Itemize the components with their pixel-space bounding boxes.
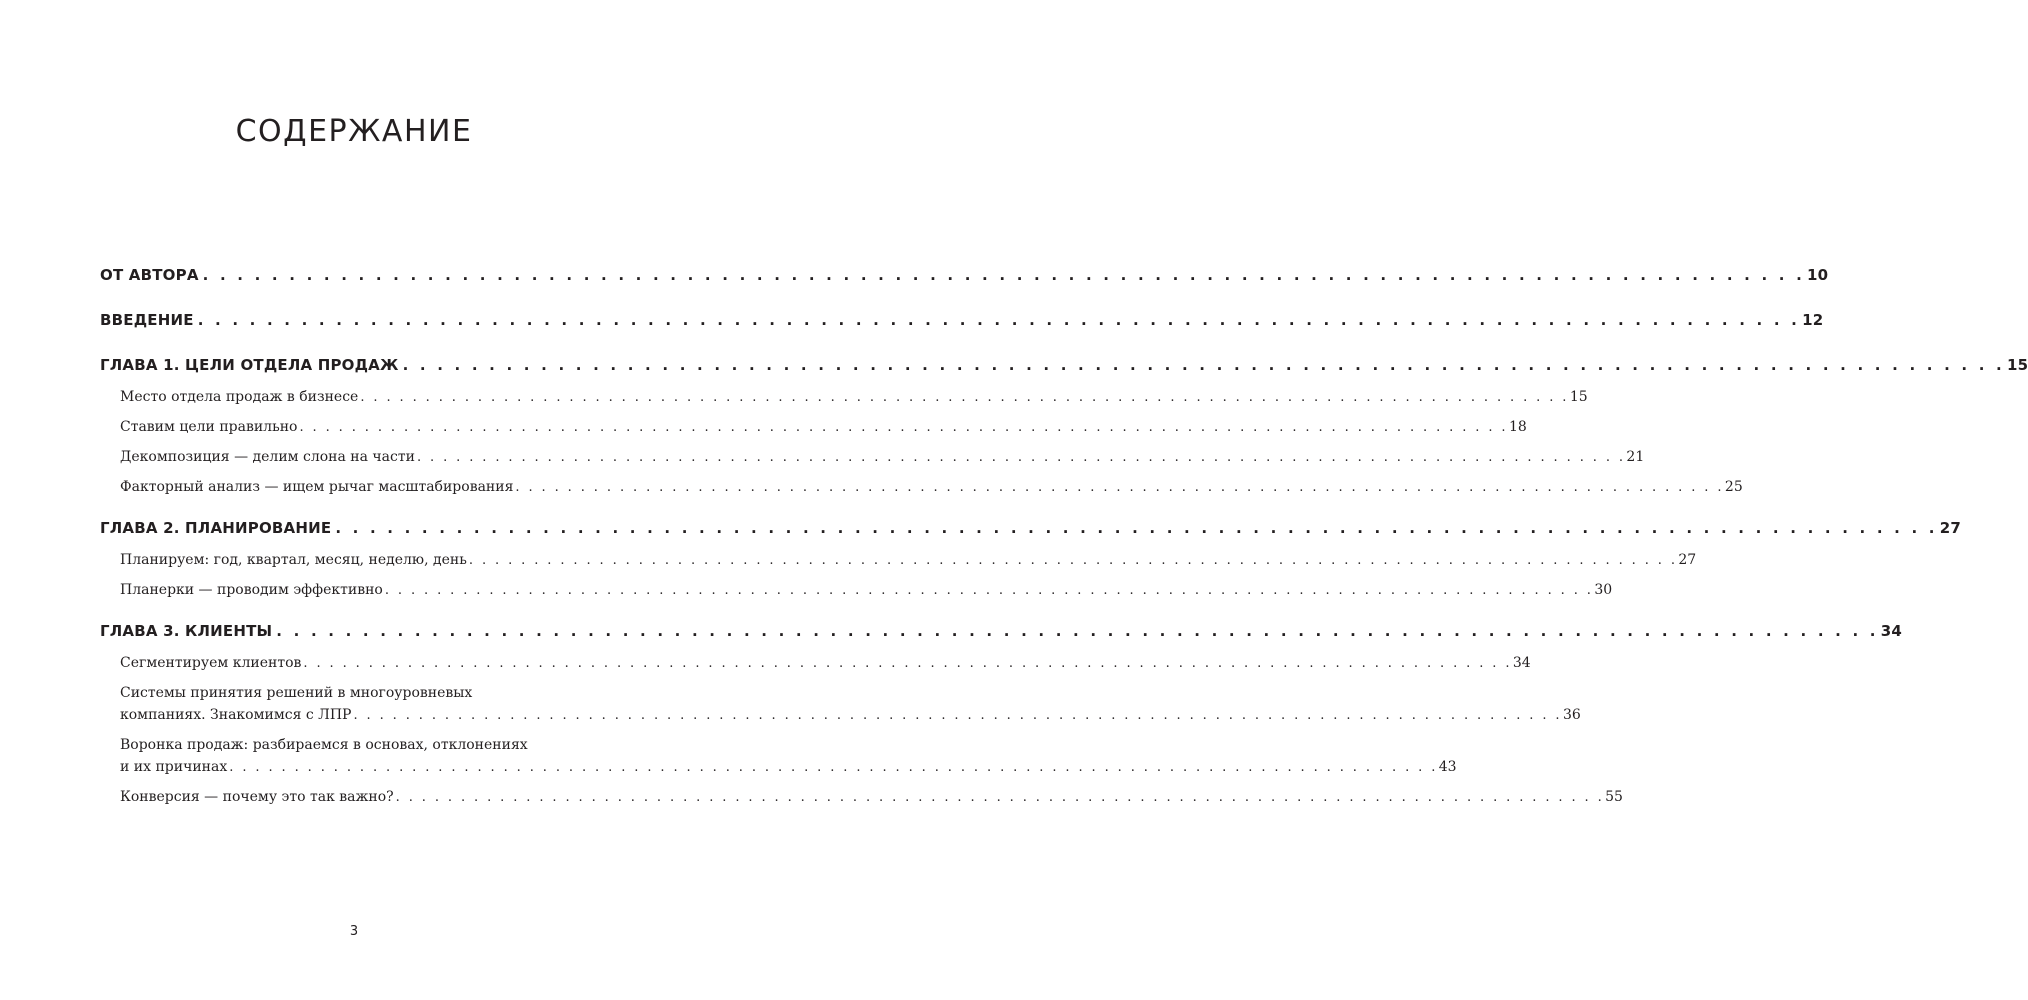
chapter-page: 34 [1880, 622, 1902, 640]
section-row [120, 786, 1623, 808]
toc-section [120, 476, 1743, 498]
dot-leader: . . . . . . . . . . . . . . . . . . . . . . . . . . . . . . . . . . . . . . . . . . . . . . . . . . . . . . . . . . . . . . . . . . . . . . . . . . . . . . . . . . . . . . . . . . . . . [202, 266, 1806, 284]
toc-chapter [100, 266, 1829, 290]
section-row [120, 579, 1613, 601]
toc-section [120, 579, 1613, 601]
section-row [120, 416, 1527, 438]
dot-leader: . . . . . . . . . . . . . . . . . . . . . . . . . . . . . . . . . . . . . . . . . . . . . . . . . . . . . . . . . . . . . . . . . . . . . . . . . . . . . . . . . . . . . . . . . . . . . [395, 790, 1605, 805]
toc-section-list [100, 549, 1697, 601]
dot-leader: . . . . . . . . . . . . . . . . . . . . . . . . . . . . . . . . . . . . . . . . . . . . . . . . . . . . . . . . . . . . . . . . . . . . . . . . . . . . . . . . . . . . . . . . . . . . . [402, 356, 2005, 374]
section-page: 43 [1438, 759, 1457, 775]
section-title: Планируем: год, квартал, месяц, неделю, день [120, 552, 467, 568]
toc-section [120, 549, 1697, 571]
dot-leader: . . . . . . . . . . . . . . . . . . . . . . . . . . . . . . . . . . . . . . . . . . . . . . . . . . . . . . . . . . . . . . . . . . . . . . . . . . . . . . . . . . . . . . . . . . . . . [303, 656, 1512, 671]
toc-section [120, 786, 1623, 808]
chapter-title: ВВЕДЕНИЕ [100, 311, 194, 329]
toc-section [120, 386, 1588, 408]
dot-leader: . . . . . . . . . . . . . . . . . . . . . . . . . . . . . . . . . . . . . . . . . . . . . . . . . . . . . . . . . . . . . . . . . . . . . . . . . . . . . . . . . . . . . . . . . . . . . [384, 583, 1594, 598]
chapter-title: ГЛАВА 2. ПЛАНИРОВАНИЕ [100, 519, 332, 537]
dot-leader: . . . . . . . . . . . . . . . . . . . . . . . . . . . . . . . . . . . . . . . . . . . . . . . . . . . . . . . . . . . . . . . . . . . . . . . . . . . . . . . . . . . . . . . . . . . . . [353, 708, 1562, 723]
chapter-title: ГЛАВА 1. ЦЕЛИ ОТДЕЛА ПРОДАЖ [100, 356, 399, 374]
dot-leader: . . . . . . . . . . . . . . . . . . . . . . . . . . . . . . . . . . . . . . . . . . . . . . . . . . . . . . . . . . . . . . . . . . . . . . . . . . . . . . . . . . . . . . . . . . . . . [335, 519, 1938, 537]
toc-section [120, 446, 1645, 468]
section-title: Место отдела продаж в бизнесе [120, 389, 359, 405]
section-title-line: Системы принятия решений в многоуровневых [120, 685, 473, 701]
section-page: 36 [1562, 707, 1581, 723]
section-title: Сегментируем клиентов [120, 655, 302, 671]
toc-chapter-row [100, 311, 1824, 335]
toc-chapter-row [100, 622, 1902, 646]
section-row [120, 704, 1581, 726]
toc-chapter [100, 356, 2028, 498]
chapter-page: 27 [1939, 519, 1961, 537]
section-title: и их причинах [120, 759, 228, 775]
toc-section [120, 682, 1581, 726]
section-title-line: Воронка продаж: разбираемся в основах, отклонениях [120, 737, 528, 753]
dot-leader: . . . . . . . . . . . . . . . . . . . . . . . . . . . . . . . . . . . . . . . . . . . . . . . . . . . . . . . . . . . . . . . . . . . . . . . . . . . . . . . . . . . . . . . . . . . . . [515, 480, 1724, 495]
chapter-page: 10 [1807, 266, 1829, 284]
toc-chapter [100, 622, 1902, 808]
section-page: 15 [1569, 389, 1588, 405]
page-title: СОДЕРЖАНИЕ [235, 114, 473, 149]
section-row [120, 476, 1743, 498]
section-page: 25 [1724, 479, 1743, 495]
toc-section [120, 416, 1527, 438]
section-page: 27 [1678, 552, 1697, 568]
section-title: Декомпозиция — делим слона на части [120, 449, 415, 465]
toc-chapter-row [100, 519, 1961, 543]
section-page: 55 [1605, 789, 1623, 805]
toc-section-list [100, 652, 1623, 808]
section-title: Планерки — проводим эффективно [120, 582, 383, 598]
section-title: Факторный анализ — ищем рычаг масштабирования [120, 479, 514, 495]
section-title: Конверсия — почему это так важно? [120, 789, 394, 805]
chapter-page: 15 [2006, 356, 2028, 374]
toc-chapter-row [100, 356, 2028, 380]
chapter-title: ОТ АВТОРА [100, 266, 199, 284]
section-title: Ставим цели правильно [120, 419, 298, 435]
section-row [120, 386, 1588, 408]
toc-chapter-row [100, 266, 1829, 290]
dot-leader: . . . . . . . . . . . . . . . . . . . . . . . . . . . . . . . . . . . . . . . . . . . . . . . . . . . . . . . . . . . . . . . . . . . . . . . . . . . . . . . . . . . . . . . . . . . . . [229, 760, 1438, 775]
section-row [120, 652, 1531, 674]
section-page: 21 [1626, 449, 1645, 465]
table-of-contents [100, 266, 2028, 829]
dot-leader: . . . . . . . . . . . . . . . . . . . . . . . . . . . . . . . . . . . . . . . . . . . . . . . . . . . . . . . . . . . . . . . . . . . . . . . . . . . . . . . . . . . . . . . . . . . . . [416, 450, 1626, 465]
section-row [120, 756, 1457, 778]
section-row [120, 549, 1697, 571]
toc-section [120, 734, 1457, 778]
section-row [120, 446, 1645, 468]
dot-leader: . . . . . . . . . . . . . . . . . . . . . . . . . . . . . . . . . . . . . . . . . . . . . . . . . . . . . . . . . . . . . . . . . . . . . . . . . . . . . . . . . . . . . . . . . . . . . [197, 311, 1801, 329]
dot-leader: . . . . . . . . . . . . . . . . . . . . . . . . . . . . . . . . . . . . . . . . . . . . . . . . . . . . . . . . . . . . . . . . . . . . . . . . . . . . . . . . . . . . . . . . . . . . . [276, 622, 1879, 640]
chapter-page: 12 [1802, 311, 1824, 329]
toc-section [120, 652, 1531, 674]
chapter-title: ГЛАВА 3. КЛИЕНТЫ [100, 622, 273, 640]
section-page: 34 [1512, 655, 1531, 671]
section-title: компаниях. Знакомимся с ЛПР [120, 707, 352, 723]
page-number: 3 [349, 924, 359, 939]
section-page: 18 [1508, 419, 1527, 435]
toc-section-list [100, 386, 1743, 498]
dot-leader: . . . . . . . . . . . . . . . . . . . . . . . . . . . . . . . . . . . . . . . . . . . . . . . . . . . . . . . . . . . . . . . . . . . . . . . . . . . . . . . . . . . . . . . . . . . . . [299, 420, 1508, 435]
toc-chapter [100, 519, 1961, 601]
section-page: 30 [1594, 582, 1613, 598]
dot-leader: . . . . . . . . . . . . . . . . . . . . . . . . . . . . . . . . . . . . . . . . . . . . . . . . . . . . . . . . . . . . . . . . . . . . . . . . . . . . . . . . . . . . . . . . . . . . . [468, 553, 1678, 568]
dot-leader: . . . . . . . . . . . . . . . . . . . . . . . . . . . . . . . . . . . . . . . . . . . . . . . . . . . . . . . . . . . . . . . . . . . . . . . . . . . . . . . . . . . . . . . . . . . . . [360, 390, 1569, 405]
toc-chapter [100, 311, 1824, 335]
